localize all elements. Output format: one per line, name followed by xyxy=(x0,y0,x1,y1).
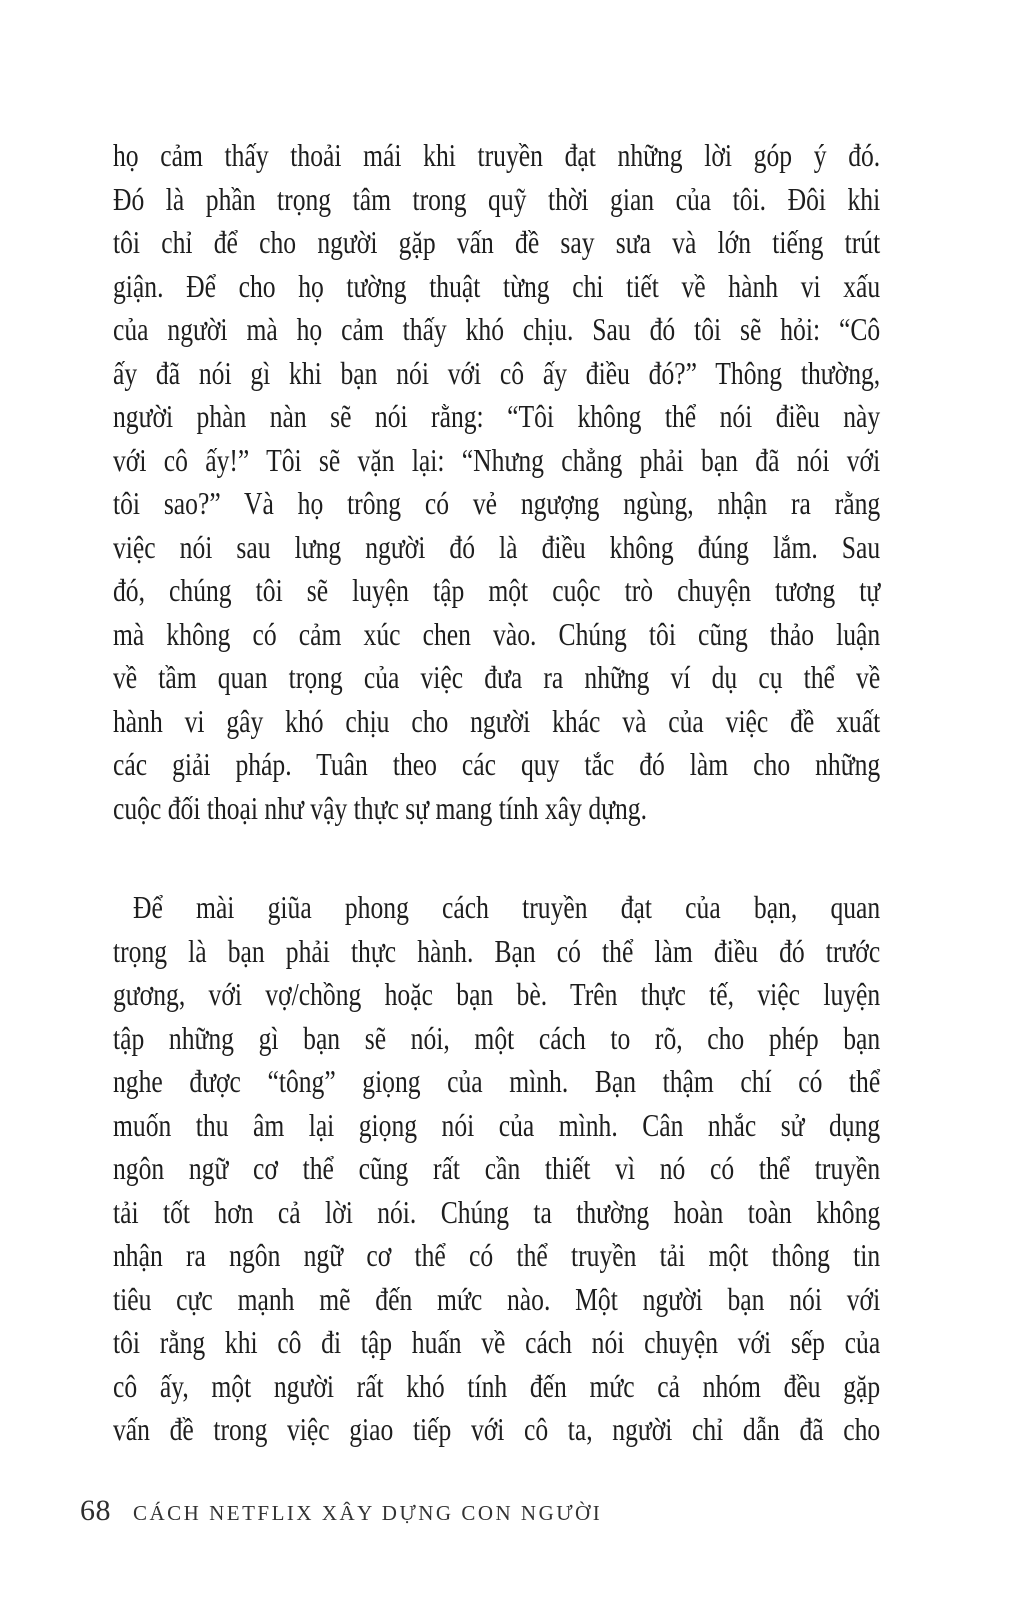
text-line: tiêu cực mạnh mẽ đến mức nào. Một người bạn nói với xyxy=(113,1280,881,1317)
text-line: muốn thu âm lại giọng nói của mình. Cân nhắc sử dụng xyxy=(113,1106,881,1143)
running-title: CÁCH NETFLIX XÂY DỰNG CON NGƯỜI xyxy=(133,1501,603,1525)
text-line: tập những gì bạn sẽ nói, một cách to rõ, cho phép bạn xyxy=(113,1019,881,1056)
text-line: người phàn nàn sẽ nói rằng: “Tôi không thể nói điều này xyxy=(113,398,881,434)
text-line: giận. Để cho họ tường thuật từng chi tiết về hành vi xấu xyxy=(113,267,881,304)
paragraph xyxy=(113,886,880,1452)
paragraph xyxy=(113,134,880,830)
text-line: ấy đã nói gì khi bạn nói với cô ấy điều đó?” Thông thường, xyxy=(113,354,881,391)
text-line: của người mà họ cảm thấy khó chịu. Sau đó tôi sẽ hỏi: “Cô xyxy=(113,311,881,347)
text-line: Đó là phần trọng tâm trong quỹ thời gian của tôi. Đôi khi xyxy=(113,180,881,217)
text-line: nghe được “tông” giọng của mình. Bạn thậm chí có thể xyxy=(113,1063,881,1099)
text-line: tôi rằng khi cô đi tập huấn về cách nói chuyện với sếp của xyxy=(113,1324,881,1360)
text-line: các giải pháp. Tuân theo các quy tắc đó làm cho những xyxy=(113,746,881,782)
text-line: về tầm quan trọng của việc đưa ra những ví dụ cụ thể về xyxy=(113,659,881,695)
text-line: nhận ra ngôn ngữ cơ thể có thể truyền tải một thông tin xyxy=(113,1237,881,1273)
text-line: mà không có cảm xúc chen vào. Chúng tôi cũng thảo luận xyxy=(113,615,881,652)
page-number: 68 xyxy=(80,1494,111,1527)
text-line: gương, với vợ/chồng hoặc bạn bè. Trên thực tế, việc luyện xyxy=(113,976,881,1012)
text-line: họ cảm thấy thoải mái khi truyền đạt những lời góp ý đó. xyxy=(113,137,881,173)
text-line: cô ấy, một người rất khó tính đến mức cả nhóm đều gặp xyxy=(113,1367,881,1404)
text-line: cuộc đối thoại như vậy thực sự mang tính xây dựng. xyxy=(113,789,647,826)
text-line: việc nói sau lưng người đó là điều không đúng lắm. Sau xyxy=(113,528,881,565)
text-line: ngôn ngữ cơ thể cũng rất cần thiết vì nó có thể truyền xyxy=(113,1150,881,1186)
text-line: tôi chỉ để cho người gặp vấn đề say sưa và lớn tiếng trút xyxy=(113,224,881,260)
page-footer xyxy=(80,1494,602,1530)
text-line: tôi sao?” Và họ trông có vẻ ngượng ngùng, nhận ra rằng xyxy=(113,485,881,521)
text-line: vấn đề trong việc giao tiếp với cô ta, người chỉ dẫn đã cho xyxy=(113,1411,881,1447)
text-line: với cô ấy!” Tôi sẽ vặn lại: “Nhưng chẳng phải bạn đã nói với xyxy=(113,441,881,478)
text-line: Để mài giũa phong cách truyền đạt của bạn, quan xyxy=(133,889,881,925)
text-line: đó, chúng tôi sẽ luyện tập một cuộc trò chuyện tương tự xyxy=(113,572,881,608)
text-line: trọng là bạn phải thực hành. Bạn có thể làm điều đó trước xyxy=(113,932,881,969)
text-line: tải tốt hơn cả lời nói. Chúng ta thường hoàn toàn không xyxy=(113,1193,881,1230)
text-line: hành vi gây khó chịu cho người khác và của việc đề xuất xyxy=(113,702,881,739)
body-text xyxy=(113,134,880,1452)
